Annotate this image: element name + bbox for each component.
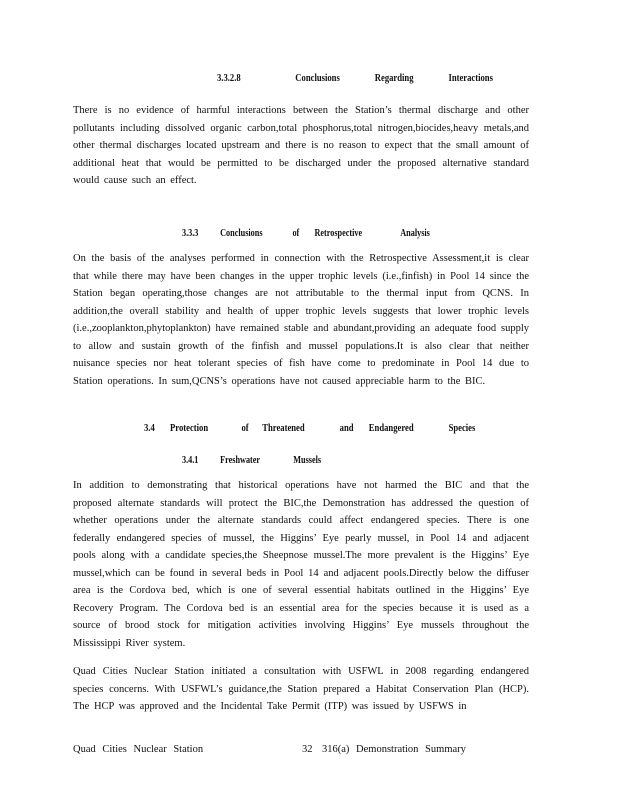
section-number: 3.3.2.8 bbox=[217, 73, 241, 84]
footer-right: 316(a) Demonstration Summary bbox=[322, 744, 466, 755]
heading-word: Freshwater bbox=[220, 455, 261, 466]
heading-word: Threatened bbox=[262, 423, 305, 434]
heading-word: Protection bbox=[170, 423, 209, 434]
section-number: 3.4 bbox=[144, 423, 155, 434]
footer-page-number: 32 bbox=[302, 744, 313, 755]
heading-3-3-2-8 bbox=[217, 73, 493, 84]
paragraph-3-3-2-8: There is no evidence of harmful interactions between the Station’s thermal discharge and other pollutants including dissolved organic carbon,total phosphorus,total nitrogen,biocides,heavy metals,and other thermal discharges located upstream and there is no reason to expect that the small amount of additional heat that would be permitted to be discharged under the proposed alternative standard would cause such an effect. bbox=[73, 105, 529, 186]
heading-word: Regarding bbox=[374, 73, 414, 84]
heading-word: Endangered bbox=[368, 423, 414, 434]
heading-word: Retrospective bbox=[314, 228, 363, 239]
footer-left: Quad Cities Nuclear Station bbox=[73, 744, 204, 755]
heading-word: and bbox=[339, 423, 354, 434]
heading-word: of bbox=[292, 228, 300, 239]
heading-3-4 bbox=[144, 423, 475, 434]
heading-word: Interactions bbox=[448, 73, 493, 84]
heading-word: Conclusions bbox=[295, 73, 340, 84]
paragraph-3-4-1: In addition to demonstrating that historical operations have not harmed the BIC and that the proposed alternate standards will protect the BIC,the Demonstration has addressed the question of whether operations under the alternate standards could affect endangered species. There is one federally endangered species of mussel, the Higgins’ Eye pearly mussel, in Pool 14 and adjacent pools along with a candidate species,the Sheepnose mussel.The more prevalent is the Higgins’ Eye mussel,which can be found in several beds in Pool 14 and adjacent pools.Directly below the diffuser area is the Cordova bed, which is one of several essential habitats outlined in the Higgins’ Eye Recovery Program. The Cordova bed is an essential area for the species because it is used as a source of brood stock for mitigation activities involving Higgins’ Eye mussels throughout the Mississippi River system. bbox=[73, 480, 529, 649]
heading-word: Analysis bbox=[400, 228, 430, 239]
heading-word: of bbox=[241, 423, 249, 434]
heading-word: Species bbox=[448, 423, 476, 434]
section-number: 3.3.3 bbox=[182, 228, 199, 239]
heading-word: Mussels bbox=[293, 455, 322, 466]
heading-word: Conclusions bbox=[220, 228, 263, 239]
heading-3-4-1 bbox=[182, 455, 321, 466]
heading-3-3-3 bbox=[182, 228, 430, 239]
paragraph-3-4-1-continued: Quad Cities Nuclear Station initiated a consultation with USFWL in 2008 regarding endangered species concerns. With USFWL’s guidance,the Station prepared a Habitat Conservation Plan (HCP). The HCP was approved and the Incidental Take Permit (ITP) was issued by USFWS in bbox=[73, 666, 529, 712]
section-number: 3.4.1 bbox=[182, 455, 199, 466]
paragraph-3-3-3: On the basis of the analyses performed in connection with the Retrospective Assessment,it is clear that while there may have been changes in the upper trophic levels (i.e.,finfish) in Pool 14 since the Station began operating,those changes are not attributable to the thermal input from QCNS. In addition,the overall stability and health of upper trophic levels suggests that lower trophic levels (i.e.,zooplankton,phytoplankton) have remained stable and abundant,providing an adequate food supply to allow and sustain growth of the finfish and mussel populations.It is also clear that neither nuisance species nor heat tolerant species of fish have come to predominate in Pool 14 due to Station operations. In sum,QCNS’s operations have not caused appreciable harm to the BIC. bbox=[73, 253, 529, 387]
